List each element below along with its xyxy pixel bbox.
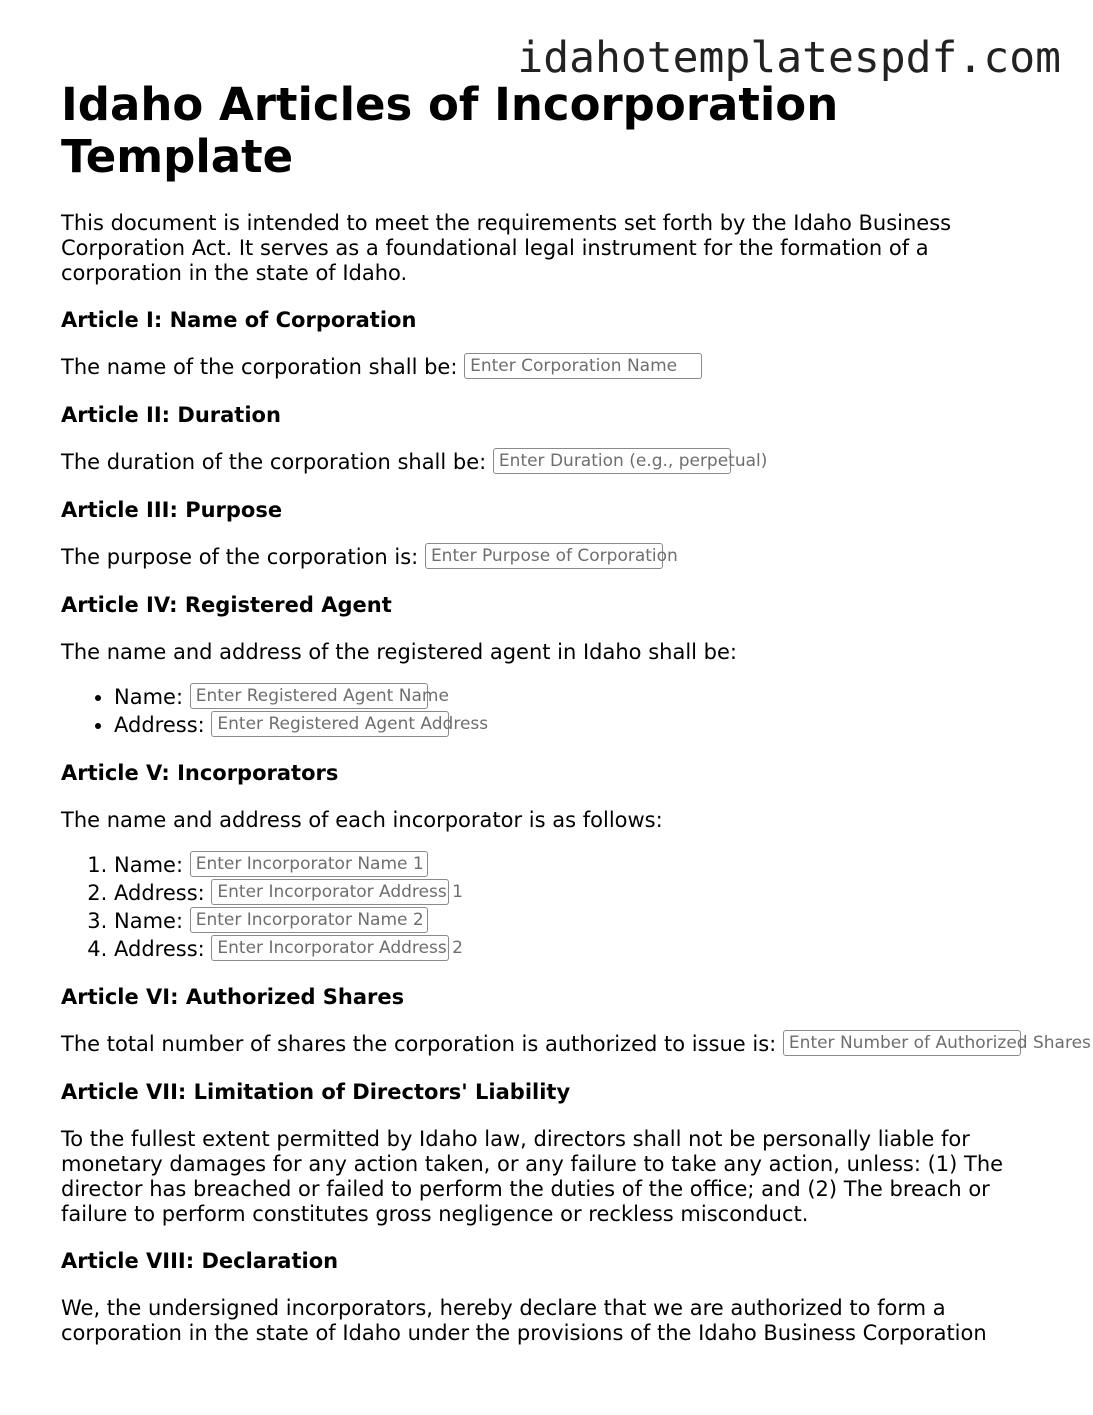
article-3-label: The purpose of the corporation is: <box>61 545 419 569</box>
corporation-name-field[interactable]: Enter Corporation Name <box>464 353 702 379</box>
article-3-text <box>61 545 1051 571</box>
incorporator-2-name-field[interactable]: Enter Incorporator Name 2 <box>190 907 428 933</box>
article-8-heading: Article VIII: Declaration <box>61 1249 339 1273</box>
article-6-label: The total number of shares the corporation is authorized to issue is: <box>61 1032 777 1056</box>
agent-address-label: Address: <box>114 713 205 737</box>
incorporator-1-address-field[interactable]: Enter Incorporator Address 1 <box>211 879 449 905</box>
article-6-heading: Article VI: Authorized Shares <box>61 985 405 1009</box>
registered-agent-list <box>61 683 1051 739</box>
incorporators-list <box>61 851 1051 963</box>
list-item <box>114 879 1051 907</box>
article-7-heading: Article VII: Limitation of Directors' Liability <box>61 1080 571 1104</box>
agent-address-field[interactable]: Enter Registered Agent Address <box>211 711 449 737</box>
article-2-heading: Article II: Duration <box>61 403 281 427</box>
list-item <box>114 907 1051 935</box>
list-item <box>114 683 1051 711</box>
agent-name-field[interactable]: Enter Registered Agent Name <box>190 683 428 709</box>
article-2-label: The duration of the corporation shall be: <box>61 450 487 474</box>
article-1-heading: Article I: Name of Corporation <box>61 308 417 332</box>
agent-name-label: Name: <box>114 685 184 709</box>
page-title: Idaho Articles of Incorporation Template <box>61 78 839 183</box>
article-7-text: To the fullest extent permitted by Idaho law, directors shall not be personally liable for monetary damages for any action taken, or any failure to take any action, unless: (1) The director has breached or failed to perform the duties of the office; and (2) The breach or failure to perform constitutes gross negligence or reckless misconduct. <box>61 1127 1004 1226</box>
site-watermark: idahotemplatespdf.com <box>517 33 1061 83</box>
authorized-shares-field[interactable]: Enter Number of Authorized Shares <box>783 1030 1021 1056</box>
article-1-label: The name of the corporation shall be: <box>61 355 458 379</box>
intro-paragraph: This document is intended to meet the requirements set forth by the Idaho Business Corporation Act. It serves as a foundational legal instrument for the formation of a corporation in the state of Idaho. <box>61 211 952 285</box>
article-5-text: The name and address of each incorporator is as follows: <box>61 808 663 832</box>
incorporator-2-name-label: Name: <box>114 909 184 933</box>
article-5-heading: Article V: Incorporators <box>61 761 339 785</box>
article-6-text <box>61 1032 1091 1058</box>
incorporator-2-address-label: Address: <box>114 937 205 961</box>
incorporator-1-address-label: Address: <box>114 881 205 905</box>
incorporator-1-name-field[interactable]: Enter Incorporator Name 1 <box>190 851 428 877</box>
article-8-text: We, the undersigned incorporators, hereby declare that we are authorized to form a corporation in the state of Idaho under the provisions of the Idaho Business Corporation <box>61 1296 987 1345</box>
article-4-text: The name and address of the registered agent in Idaho shall be: <box>61 640 737 664</box>
list-item <box>114 851 1051 879</box>
duration-field[interactable]: Enter Duration (e.g., perpetual) <box>493 448 731 474</box>
purpose-field[interactable]: Enter Purpose of Corporation <box>425 543 663 569</box>
incorporator-2-address-field[interactable]: Enter Incorporator Address 2 <box>211 935 449 961</box>
incorporator-1-name-label: Name: <box>114 853 184 877</box>
article-1-text <box>61 355 1051 381</box>
article-4-heading: Article IV: Registered Agent <box>61 593 392 617</box>
document-body <box>61 78 1091 1346</box>
list-item <box>114 935 1051 963</box>
article-3-heading: Article III: Purpose <box>61 498 283 522</box>
list-item <box>114 711 1051 739</box>
article-2-text <box>61 450 1051 476</box>
